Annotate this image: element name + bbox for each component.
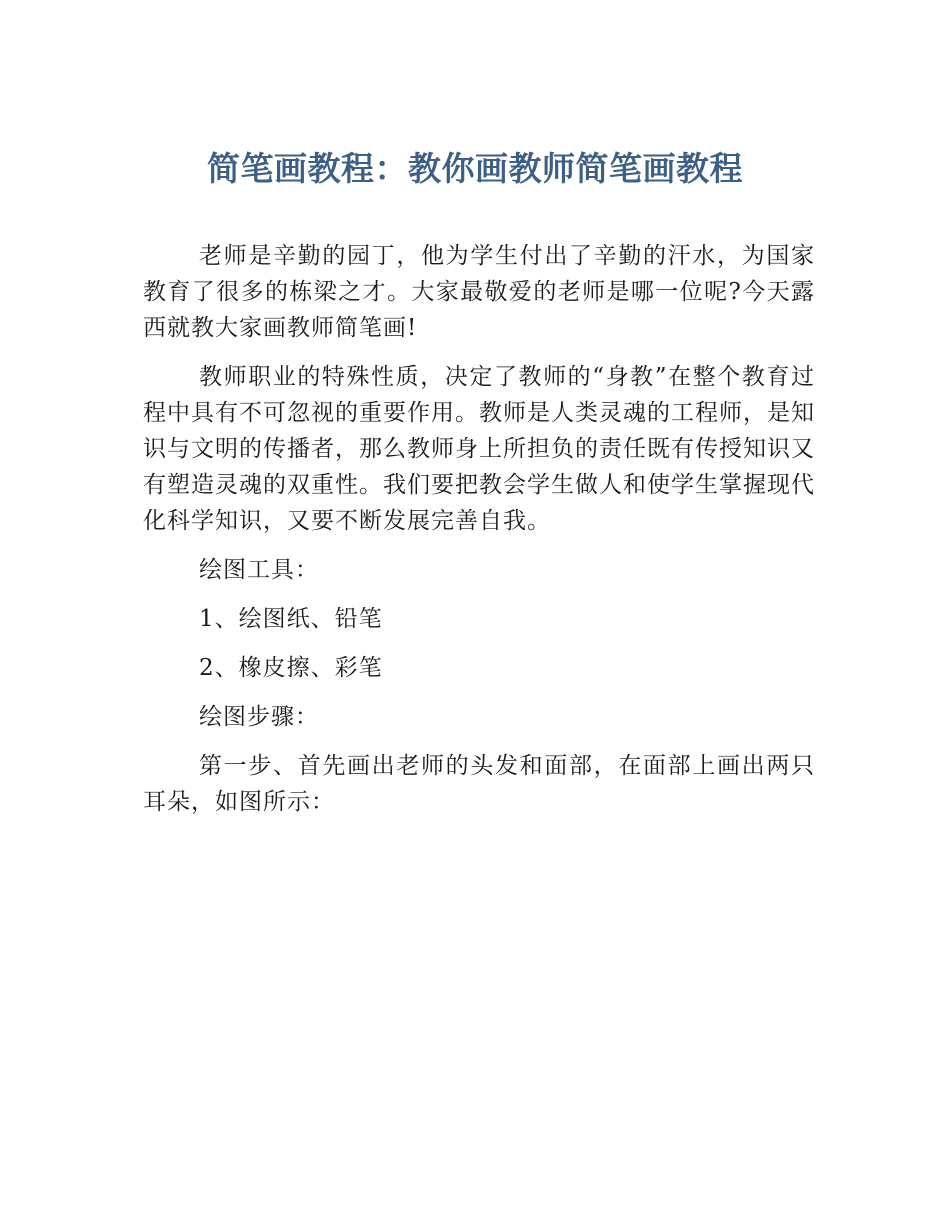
paragraph-tool-item-2: 2、橡皮擦、彩笔 xyxy=(199,655,383,681)
paragraph-tools-heading: 绘图工具： xyxy=(199,557,319,583)
paragraph-teacher-role: 教师职业的特殊性质，决定了教师的“身教”在整个教育过程中具有不可忽视的重要作用。教师是人类灵魂的工程师，是知识与文明的传播者，那么教师身上所担负的责任既有传授知识又有塑造灵魂的双重性。我们要把教会学生做人和使学生掌握现代化科学知识，又要不断发展完善自我。 xyxy=(143,364,815,534)
paragraph-step-1: 第一步、首先画出老师的头发和面部，在面部上画出两只耳朵，如图所示： xyxy=(143,753,815,815)
paragraph-intro: 老师是辛勤的园丁，他为学生付出了辛勤的汗水，为国家教育了很多的栋梁之才。大家最敬爱的老师是哪一位呢?今天露西就教大家画教师简笔画! xyxy=(143,243,815,341)
document-body xyxy=(143,238,815,833)
document-title: 简笔画教程：教你画教师简笔画教程 xyxy=(207,149,743,188)
paragraph-steps-heading: 绘图步骤： xyxy=(199,704,319,730)
paragraph-tool-item-1: 1、绘图纸、铅笔 xyxy=(199,606,383,632)
